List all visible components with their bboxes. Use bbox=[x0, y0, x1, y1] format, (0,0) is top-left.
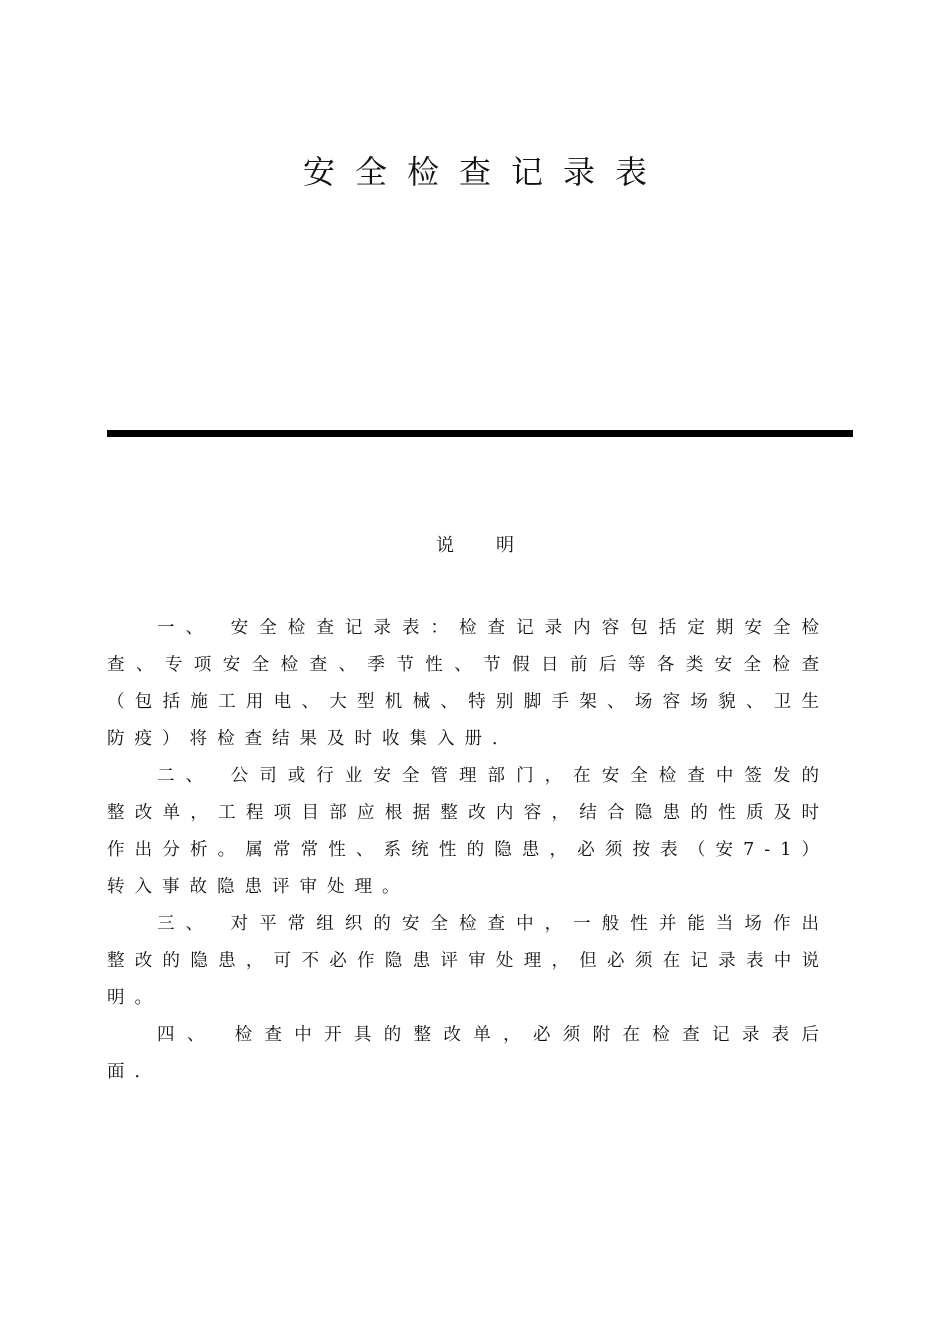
note-item-1: 一、 安全检查记录表：检查记录内容包括定期安全检查、专项安全检查、季节性、节假日前后等各类安全检查（包括施工用电、大型机械、特别脚手架、场容场貌、卫生防疫）将检查结果及时收集入册． bbox=[107, 618, 829, 749]
note-item-4: 四、 检查中开具的整改单，必须附在检查记录表后面． bbox=[107, 1025, 829, 1082]
horizontal-divider bbox=[107, 430, 853, 437]
note-item-3: 三、 对平常组织的安全检查中，一般性并能当场作出整改的隐患，可不必作隐患评审处理，但必须在记录表中说明。 bbox=[107, 914, 829, 1008]
section-heading: 说明 bbox=[436, 535, 556, 556]
note-item-2: 二、 公司或行业安全管理部门，在安全检查中签发的整改单，工程项目部应根据整改内容，结合隐患的性质及时作出分析。属常常性、系统性的隐患，必须按表（安7-1）转入事故隐患评审处理。 bbox=[107, 766, 829, 897]
document-title: 安全检查记录表 bbox=[302, 153, 667, 191]
notes-body bbox=[107, 610, 829, 1091]
